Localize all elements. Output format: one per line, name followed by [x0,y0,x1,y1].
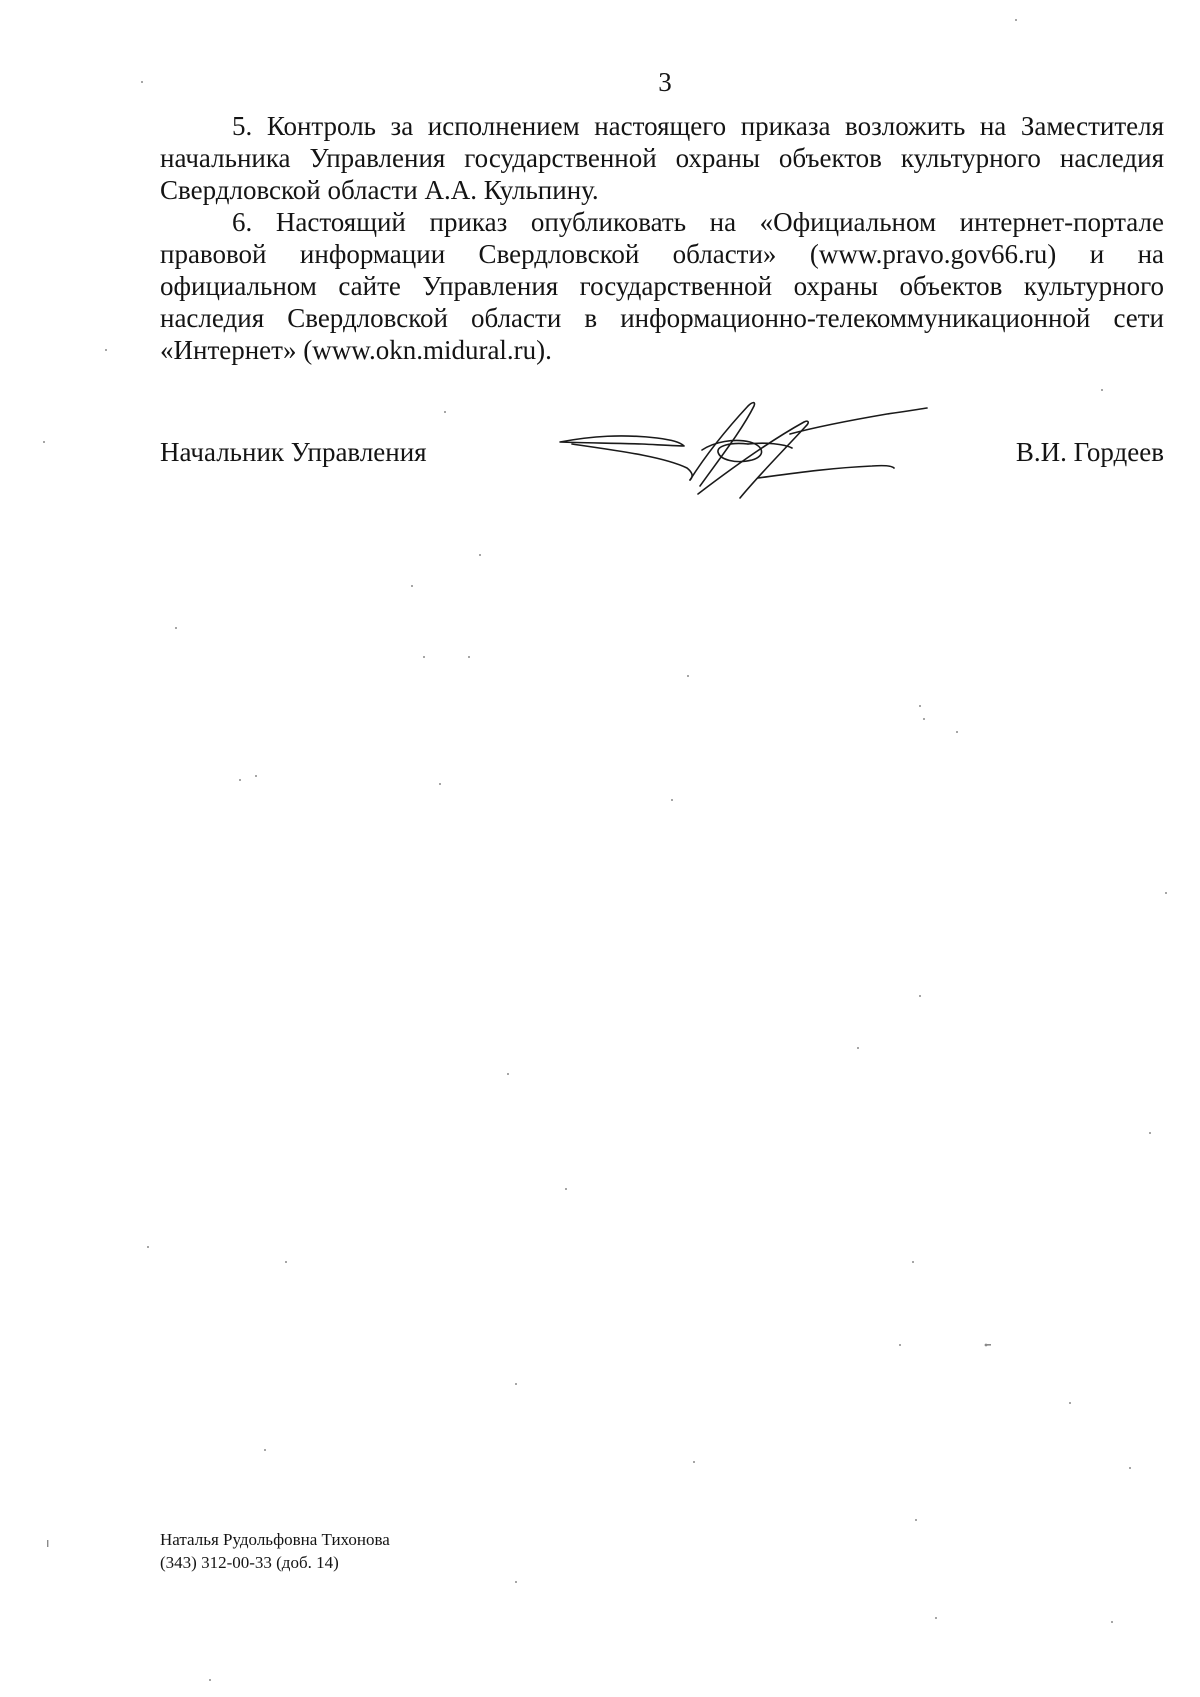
signatory-position: Начальник Управления [160,437,427,467]
page-number: 3 [658,67,672,97]
paragraph-6: 6. Настоящий приказ опубликовать на «Официальном интернет-портале правовой информации Свердловской области» (www.pravo.gov66.ru) и на официальном сайте Управления государственной охраны объектов культурного наследия Свердловской области в информационно-телекоммуникационной сети «Интернет» (www.okn.midural.ru). [160,207,1164,365]
executor-phone: (343) 312-00-33 (доб. 14) [160,1553,339,1572]
handwritten-signature [552,398,942,500]
executor-info [160,1528,390,1574]
paragraph-5: 5. Контроль за исполнением настоящего приказа возложить на Заместителя начальника Управления государственной охраны объектов культурного наследия Свердловской области А.А. Кульпину. [160,111,1164,205]
executor-name: Наталья Рудольфовна Тихонова [160,1530,390,1549]
signatory-name: В.И. Гордеев [1015,437,1164,467]
document-body [160,110,1164,366]
